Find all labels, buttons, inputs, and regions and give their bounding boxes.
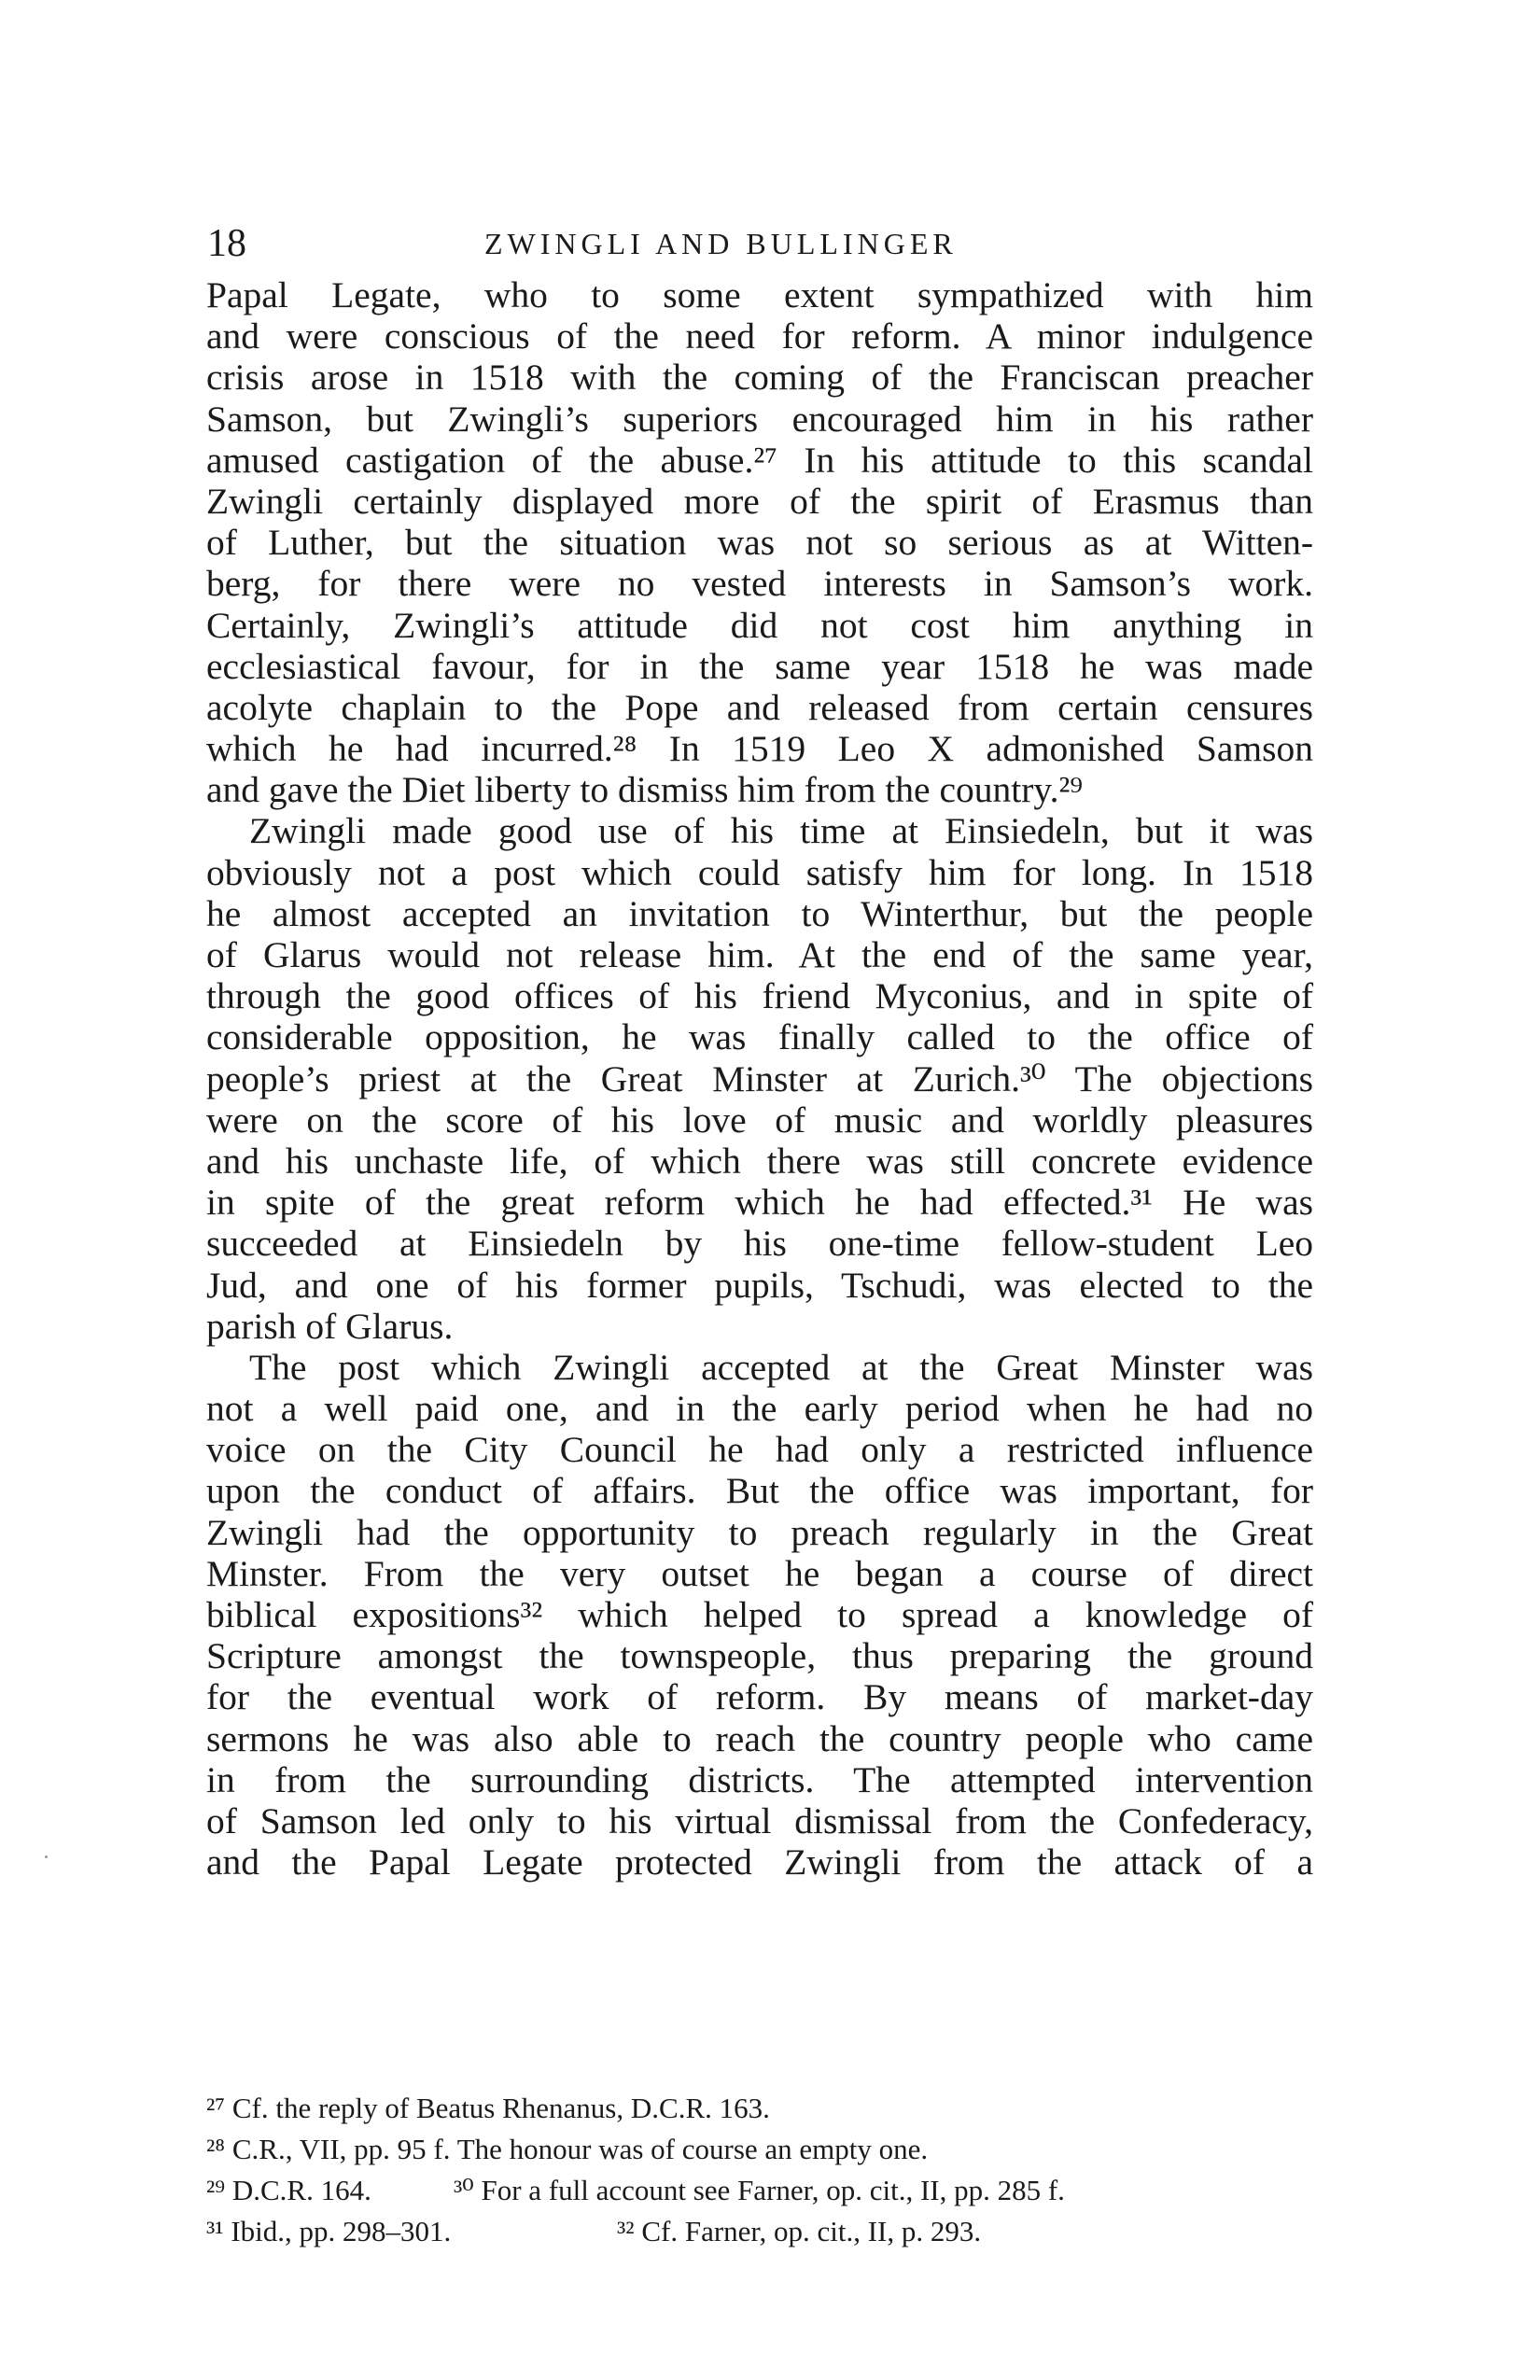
text-line: and were conscious of the need for reform. A minor indulgence bbox=[206, 315, 1313, 357]
text-line: Scripture amongst the townspeople, thus preparing the ground bbox=[206, 1635, 1313, 1677]
footnote-28: ²⁸ C.R., VII, pp. 95 f. The honour was of course an empty one. bbox=[206, 2133, 929, 2165]
text-line: amused castigation of the abuse.²⁷ In his attitude to this scandal bbox=[206, 439, 1313, 481]
text-line: of Luther, but the situation was not so serious as at Witten- bbox=[206, 522, 1313, 564]
footnote-row bbox=[206, 2088, 1317, 2129]
text-line: of Samson led only to his virtual dismissal from the Confederacy, bbox=[206, 1799, 1313, 1841]
text-line: for the eventual work of reform. By means of market-day bbox=[206, 1676, 1313, 1718]
text-line: Certainly, Zwingli’s attitude did not cost him anything in bbox=[206, 604, 1313, 646]
text-line: Minster. From the very outset he began a course of direct bbox=[206, 1552, 1313, 1594]
text-line: and gave the Diet liberty to dismiss him from the country.²⁹ bbox=[206, 769, 1084, 811]
text-line: in spite of the great reform which he had effected.³¹ He was bbox=[206, 1182, 1313, 1224]
text-line: upon the conduct of affairs. But the office was important, for bbox=[206, 1470, 1313, 1512]
footnote-row bbox=[206, 2211, 1317, 2252]
footnote-row bbox=[206, 2170, 1317, 2211]
footnote-29: ²⁹ D.C.R. 164. bbox=[206, 2174, 371, 2206]
text-line: Zwingli certainly displayed more of the spirit of Erasmus than bbox=[206, 480, 1313, 522]
running-head: ZWINGLI AND BULLINGER bbox=[484, 227, 958, 260]
text-line: which he had incurred.²⁸ In 1519 Leo X admonished Samson bbox=[206, 728, 1313, 770]
text-line: sermons he was also able to reach the country people who came bbox=[206, 1717, 1313, 1759]
text-line: and the Papal Legate protected Zwingli from the attack of a bbox=[206, 1841, 1313, 1883]
footnote-31: ³¹ Ibid., pp. 298–301. bbox=[206, 2215, 452, 2247]
text-line: considerable opposition, he was finally called to the office of bbox=[206, 1016, 1313, 1058]
text-line: not a well paid one, and in the early period when he had no bbox=[206, 1388, 1313, 1430]
text-line: voice on the City Council he had only a restricted influence bbox=[206, 1429, 1313, 1471]
text-line: Papal Legate, who to some extent sympathized with him bbox=[206, 274, 1313, 315]
text-line: in from the surrounding districts. The attempted intervention bbox=[206, 1758, 1313, 1800]
footnote-32: ³² Cf. Farner, op. cit., II, p. 293. bbox=[617, 2215, 982, 2247]
body-text bbox=[206, 274, 1313, 1883]
text-line: berg, for there were no vested interests in Samson’s work. bbox=[206, 563, 1313, 605]
text-line: were on the score of his love of music and worldly pleasures bbox=[206, 1099, 1313, 1141]
stray-mark bbox=[45, 1855, 48, 1858]
text-line: parish of Glarus. bbox=[206, 1305, 454, 1347]
text-line: obviously not a post which could satisfy him for long. In 1518 bbox=[206, 851, 1313, 893]
text-line: succeeded at Einsiedeln by his one-time fellow-student Leo bbox=[206, 1223, 1313, 1265]
text-line: The post which Zwingli accepted at the Great Minster was bbox=[249, 1346, 1313, 1388]
text-line: Zwingli made good use of his time at Einsiedeln, but it was bbox=[249, 810, 1313, 852]
text-line: through the good offices of his friend Myconius, and in spite of bbox=[206, 975, 1313, 1017]
text-line: Samson, but Zwingli’s superiors encouraged him in his rather bbox=[206, 398, 1313, 440]
text-line: biblical expositions³² which helped to spread a knowledge of bbox=[206, 1594, 1313, 1635]
text-line: he almost accepted an invitation to Winterthur, but the people bbox=[206, 892, 1313, 934]
page-number: 18 bbox=[207, 222, 246, 265]
text-line: Jud, and one of his former pupils, Tschudi, was elected to the bbox=[206, 1264, 1313, 1306]
footnote-27: ²⁷ Cf. the reply of Beatus Rhenanus, D.C.R. 163. bbox=[206, 2092, 770, 2124]
text-line: people’s priest at the Great Minster at Zurich.³⁰ The objections bbox=[206, 1057, 1313, 1099]
text-line: ecclesiastical favour, for in the same year 1518 he was made bbox=[206, 645, 1313, 687]
page-header bbox=[207, 220, 1327, 267]
footnotes bbox=[206, 2088, 1317, 2252]
footnote-30: ³⁰ For a full account see Farner, op. cit., II, pp. 285 f. bbox=[454, 2174, 1065, 2206]
text-line: crisis arose in 1518 with the coming of the Franciscan preacher bbox=[206, 357, 1313, 399]
text-line: and his unchaste life, of which there was still concrete evidence bbox=[206, 1140, 1313, 1182]
text-line: acolyte chaplain to the Pope and released from certain censures bbox=[206, 686, 1313, 728]
footnote-row bbox=[206, 2129, 1317, 2170]
text-line: Zwingli had the opportunity to preach regularly in the Great bbox=[206, 1511, 1313, 1553]
text-line: of Glarus would not release him. At the end of the same year, bbox=[206, 934, 1313, 975]
